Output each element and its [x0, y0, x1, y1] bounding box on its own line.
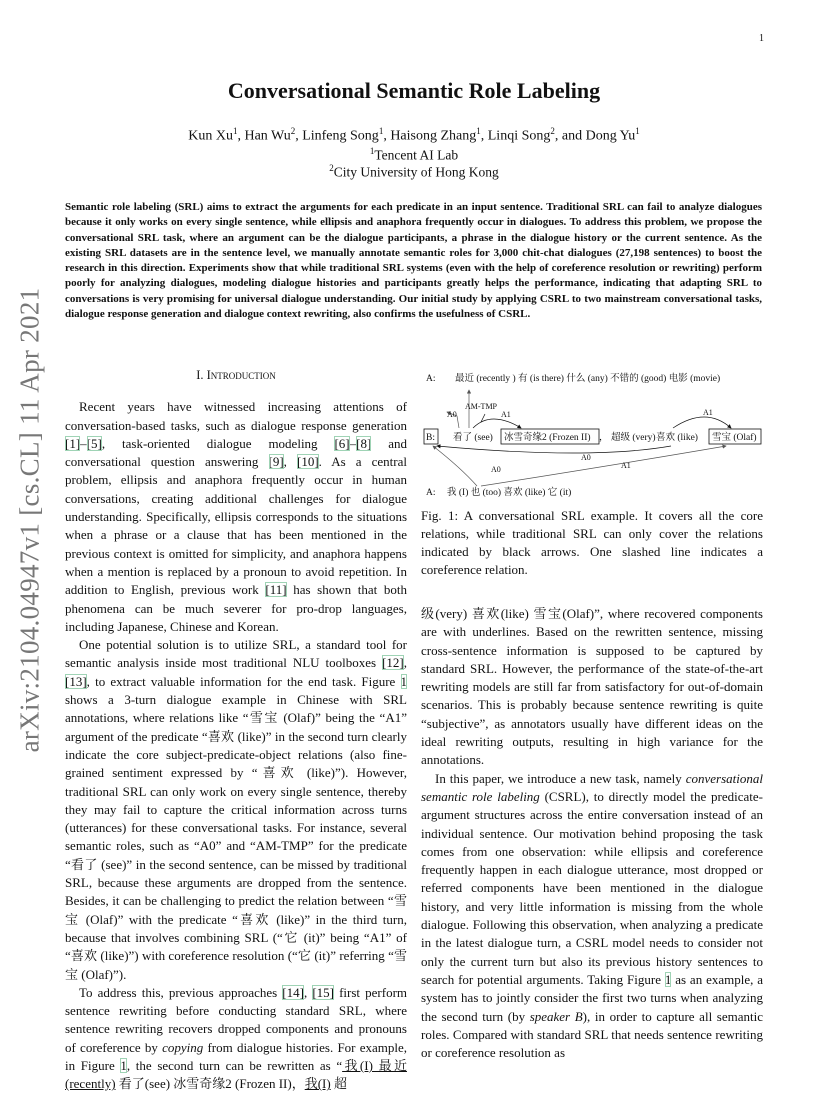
text-run: . As a central problem, ellipsis and anaphora frequently occur in human conversations, creating additional challenges for dialogue understanding. Specifically, ellipsis corresponds to the situations when a phrase or a clause that has been mentioned in the previous context is omitted for simplicity, and anaphora happens when a mention is replaced by a pronoun to avoid repetition. In addition to English, previous work — [65, 454, 407, 598]
paragraph — [65, 398, 407, 636]
citation-link[interactable]: [10] — [297, 454, 319, 470]
author-affiliation-mark: 1 — [378, 126, 384, 136]
author-affiliation-mark: 1 — [476, 126, 481, 136]
affiliation-name: Tencent AI Lab — [374, 147, 459, 163]
text-run: and conversational question answering — [65, 435, 407, 470]
citation-link[interactable]: [15] — [312, 984, 334, 1000]
page-number: 1 — [759, 33, 764, 44]
argument-olaf: 雪宝 (Olaf) — [712, 433, 757, 443]
label-a0: A0 — [491, 465, 501, 474]
predicate-like: 喜欢 (like) — [656, 433, 698, 443]
affiliation — [0, 146, 828, 164]
author: Haisong Zhang — [390, 128, 477, 144]
srl-diagram — [421, 368, 763, 508]
label-a1: A1 — [501, 410, 511, 419]
paragraph — [65, 984, 407, 1094]
abstract: Semantic role labeling (SRL) aims to extract the arguments for each predicate in an input sentence. Traditional SRL can fail to analyze dialogues because it only works on every single sentence, while ellipsis and anaphora frequently occur in dialogues. To address this problem, we propose the conversational SRL task, where an argument can be the dialogue participants, a phrase in the dialogue history or the current sentence. As the existing SRL datasets are in the sentence level, we manually annotate semantic roles for 3,000 chit-chat dialogues (27,198 sentences) to boost the research in this direction. Experiments show that while traditional SRL systems (even with the help of coreference resolution or rewriting) perform poorly for analyzing dialogues, modeling dialogue histories and participants greatly helps the performance, indicating that adapting SRL to conversations is very promising for universal dialogue understanding. Our initial study by applying CSRL to two mainstream conversational tasks, dialogue response generation and dialogue context rewriting, also confirms the usefulness of CSRL. — [65, 201, 762, 321]
citation-link[interactable]: [9] — [268, 454, 284, 470]
text-run: In this paper, we introduce a new task, namely — [435, 770, 686, 786]
figure-1 — [421, 368, 763, 508]
author: Kun Xu — [188, 128, 233, 144]
label-a1: A1 — [703, 408, 713, 417]
text-run: 看了(see) 冰雪奇缘2 (Frozen II)， — [115, 1076, 305, 1092]
utterance-3: 我 (I) 也 (too) 喜欢 (like) 它 (it) — [447, 488, 572, 498]
citation-link[interactable]: [6] — [334, 435, 350, 451]
text-run: 超 — [330, 1076, 347, 1092]
figure-ref-link[interactable]: 1 — [400, 673, 407, 689]
author-list: Kun Xu$^1$, Han Wu$^2$, Linfeng Song$^1$, Haisong Zhang$^1$, Linqi Song$^2$, and Dong Yu$^1$ — [188, 126, 640, 144]
citation-link[interactable]: [1] — [65, 435, 81, 451]
text-run: , task-oriented dialogue modeling — [101, 435, 335, 451]
text-run: from dialogue histories. For example, in Figure — [65, 1039, 408, 1073]
author: Han Wu — [244, 128, 291, 144]
arxiv-identifier — [10, 287, 50, 753]
paragraph — [65, 636, 407, 984]
emphasis: copying — [162, 1039, 204, 1055]
text-run: – — [349, 435, 357, 451]
author: Linqi Song — [487, 128, 551, 144]
affiliation-mark: 1 — [369, 146, 375, 156]
underlined-text: 我(I) — [304, 1076, 331, 1092]
utterance-1: 最近 (recently ) 有 (is there) 什么 (any) 不错的 (good) 电影 (movie) — [455, 374, 721, 384]
section-title: Introduction — [206, 368, 276, 382]
figure-ref-link[interactable]: 1 — [120, 1057, 127, 1073]
text-run: , — [403, 655, 407, 671]
citation-link[interactable]: [8] — [356, 435, 372, 451]
citation-link[interactable]: [5] — [86, 435, 102, 451]
author-affiliation-mark: 1 — [232, 126, 238, 136]
author: Dong Yu — [585, 128, 636, 144]
label-am-tmp: AM-TMP — [465, 402, 498, 411]
citation-link[interactable]: [13] — [65, 673, 87, 689]
text-run: first perform sentence rewriting before conducting standard SRL, where sentence rewriting recovers dropped components and pronouns of coreference by — [65, 984, 408, 1055]
text-run: ), in order to capture all semantic roles. Compared with standard SRL that needs sentence rewriting or coreference resolution as — [421, 1008, 763, 1061]
author-affiliation-mark: 2 — [290, 126, 296, 136]
section-number: I. — [196, 368, 204, 382]
speaker-label: A: — [426, 374, 436, 384]
paragraph: 级(very) 喜欢(like) 雪宝(Olaf)”, where recovered components are with underlines. Based on the rewritten sentence, missing cross-sentence information is supposed to be captured by standard SRL. However, the performance of the state-of-the-art rewriting models are still far from satisfactory for out-of-domain scenarios. This is probably because sentence rewriting is quite “subjective”, as annotators usually have different ideas on the ideal rewriting outputs, resulting in high variance for the annotations. — [421, 606, 763, 768]
emphasis: conversational semantic role labeling — [421, 770, 763, 804]
emphasis: speaker B — [529, 1008, 583, 1024]
author-affiliation-mark: 1 — [635, 126, 640, 136]
affiliation — [0, 163, 828, 181]
text-run: , the second turn can be rewritten as “ — [126, 1057, 343, 1073]
arxiv-id-text: arXiv:2104.04947v1 [cs.CL] 11 Apr 2021 — [14, 287, 45, 753]
speaker-label: B: — [426, 433, 435, 443]
author: Linfeng Song — [302, 128, 379, 144]
label-a0: A0 — [447, 410, 457, 419]
comma: ， — [599, 433, 609, 443]
citation-link[interactable]: [11] — [265, 582, 287, 598]
text-run: (CSRL), to directly model the predicate-argument structures across the entire conversation instead of an individual sentence. Our motivation behind proposing the task comes from one observation: while ellipsis and coreference frequently happen in each dialogue utterance, most dropped or referred components have been mentioned in the dialogue history, and very little information is missing from the whole dialogue. Following this observation, when analyzing a predicate in the latest dialogue turn, a CSRL model needs to consider not only the current turn but also its previous history sentences to search for potential arguments. Taking Figure — [421, 788, 763, 987]
section-heading — [65, 366, 407, 384]
text-run: as an example, a system has to jointly consider the first two turns when analyzing the second turn (by — [421, 971, 763, 1024]
left-column — [65, 366, 407, 1094]
citation-link[interactable]: [12] — [382, 655, 404, 671]
predicate-see: 看了 (see) — [453, 433, 493, 443]
citation-link[interactable]: [14] — [282, 984, 304, 1000]
underlined-text: 我(I) 最近(recently) — [65, 1057, 407, 1092]
text-run: , — [303, 984, 313, 1000]
right-column — [421, 605, 763, 1062]
text-run: To address this, previous approaches — [79, 984, 283, 1000]
text-run: , — [283, 454, 297, 470]
modifier-very: 超级 (very) — [611, 433, 656, 443]
text-run: Recent years have witnessed increasing attentions of conversation-based tasks, such as dialogue response generation — [65, 399, 407, 433]
paragraph — [421, 770, 763, 1063]
paper-title: Conversational Semantic Role Labeling — [227, 78, 601, 103]
figure-caption: Fig. 1: A conversational SRL example. It covers all the core relations, while traditional SRL can only cover the relations indicated by black arrows. One slashed line indicates a coreference relation. — [421, 508, 763, 577]
text-run: – — [80, 435, 87, 451]
text-run: shows a 3-turn dialogue example in Chinese with SRL annotations, where relations like “雪宝 (Olaf)” being the “A1” argument of the predicate “喜欢 (like)” in the second turn clearly indicate the core subject-predicate-object relations (also fine-grained sentiment expressed by “喜欢 (like)”). However, traditional SRL can only work on every single sentence, thereby they may fail to capture the critical information across turns (utterances) for these conversational tasks. For instance, several semantic roles, such as “A0” and “AM-TMP” for the predicate “看了 (see)” in the second sentence, can be missed by traditional SRL, because these arguments are dropped from the sentence. Besides, it can be challenging to predict the relation between “雪宝 (Olaf)” with the predicate “喜欢 (like)” in the third turn, because that involves combining SRL (“它 (it)” being “A1” of “喜欢 (like)”) with coreference resolution (“它 (it)” referring “雪宝 (Olaf)”). — [65, 692, 407, 982]
text-run: , to extract valuable information for the end task. Figure — [86, 673, 401, 689]
text-run: One potential solution is to utilize SRL, a standard tool for semantic analysis inside most traditional NLU toolboxes — [65, 637, 407, 671]
affiliation-mark: 2 — [329, 163, 334, 173]
affiliation-name: City University of Hong Kong — [333, 164, 499, 180]
speaker-label: A: — [426, 488, 436, 498]
author-affiliation-mark: 2 — [550, 126, 555, 136]
text-run: has shown that both phenomena can be much severer for pro-drop languages, including Japanese, Chinese and Korean. — [65, 582, 407, 634]
label-a0: A0 — [581, 453, 591, 462]
argument-frozen: 冰雪奇缘2 (Frozen II) — [504, 433, 591, 443]
figure-ref-link[interactable]: 1 — [664, 971, 672, 987]
label-a1: A1 — [621, 461, 631, 470]
